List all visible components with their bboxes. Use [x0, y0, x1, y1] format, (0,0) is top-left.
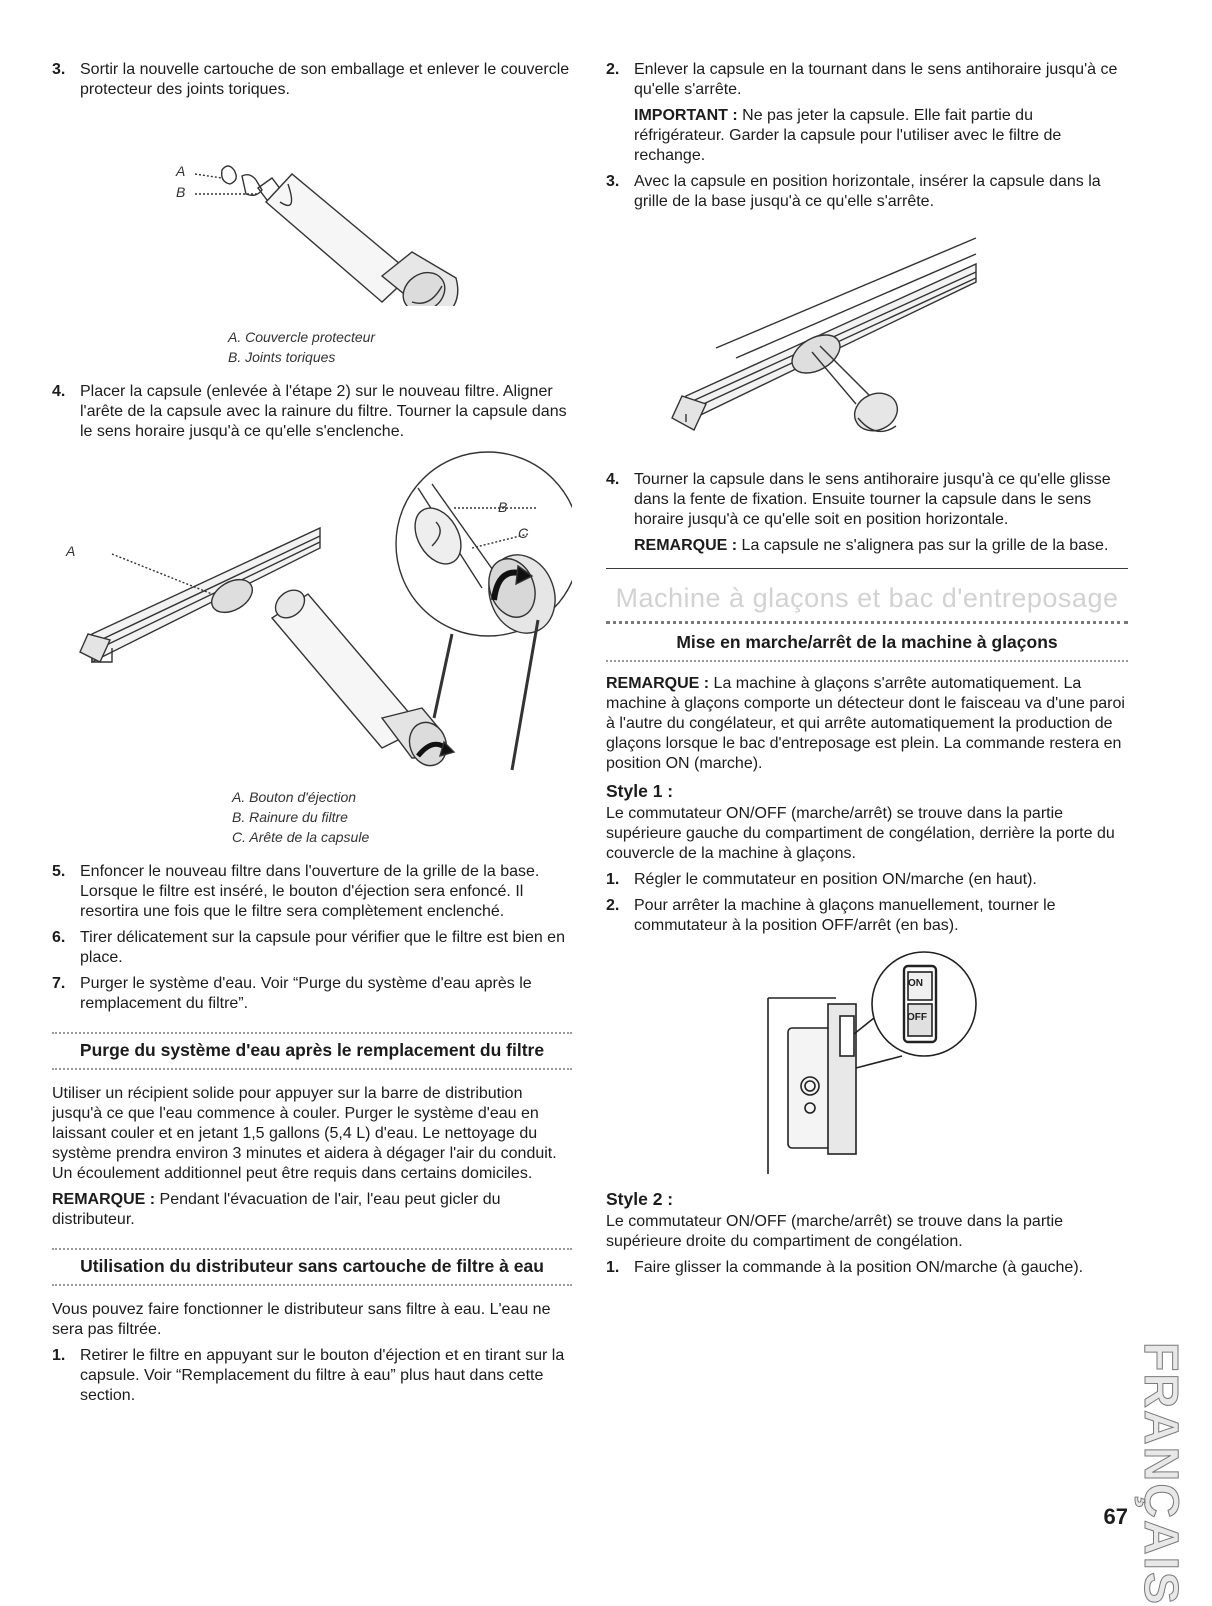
- left-column: [52, 60, 572, 1412]
- cap-insertion-figure: [606, 218, 1128, 470]
- step-4-note-text: La capsule ne s'alignera pas sur la grille de la base.: [737, 537, 1109, 554]
- step-number: 7.: [52, 975, 66, 992]
- style1-steps: [606, 870, 1128, 936]
- language-side-tab: FRANÇAIS: [1134, 1342, 1187, 1606]
- purge-section: [52, 1032, 572, 1230]
- purge-note-label: REMARQUE :: [52, 1191, 156, 1208]
- step-text: Faire glisser la commande à la position ON/marche (à gauche).: [634, 1259, 1084, 1276]
- page-number: 67: [1103, 1504, 1128, 1529]
- step-number: 3.: [52, 61, 66, 78]
- onoff-title: Mise en marche/arrêt de la machine à glaçons: [606, 626, 1128, 662]
- step-2: [606, 60, 1128, 166]
- style2-body: Le commutateur ON/OFF (marche/arrêt) se trouve dans la partie supérieure droite du compartiment de congélation.: [606, 1213, 1064, 1250]
- step-4-number: 4.: [606, 471, 620, 488]
- steps-c: [52, 862, 572, 1014]
- fig1-caption-a: A. Couvercle protecteur: [228, 329, 376, 345]
- nofilter-title: Utilisation du distributeur sans cartouche de filtre à eau: [52, 1248, 572, 1286]
- style2-steps: [606, 1258, 1128, 1278]
- fig2-label-b: B: [498, 499, 508, 515]
- step-number: 2.: [606, 897, 620, 914]
- switch-on-label: ON: [908, 978, 923, 989]
- step-3: [606, 172, 1128, 212]
- step-4-text: Tourner la capsule dans le sens antihoraire jusqu'à ce qu'elle glisse dans la fente de fixation. Ensuite tourner la capsule dans le sens horaire jusqu'à ce qu'elle soit en position horizontale.: [634, 471, 1111, 528]
- switch-off-label: OFF: [907, 1012, 927, 1023]
- cap-insertion-illustration: [606, 218, 1128, 468]
- important-text: Ne pas jeter la capsule. Elle fait partie du réfrigérateur. Garder la capsule pour l'utiliser avec le filtre de rechange.: [634, 107, 1062, 164]
- step-4: [606, 470, 1128, 556]
- steps-a: [52, 60, 572, 100]
- purge-body: Utiliser un récipient solide pour appuyer sur la barre de distribution jusqu'à ce que l'eau commence à couler. Purger le système d'eau en laissant couler et en jetant 1,5 gallons (5,4 L) d'eau. Le nettoyage du système prendra environ 3 minutes et aidera à dégager l'air du conduit. Un écoulement additionnel peut être requis dans certains domiciles.: [52, 1085, 557, 1182]
- onoff-note-text: La machine à glaçons s'arrête automatiquement. La machine à glaçons comporte un détecteur dont le faisceau va d'une paroi à l'autre du congélateur, et qui arrête automatiquement la production de glaçons lorsque le bac d'entreposage est plein. La commande restera en position ON (marche).: [606, 675, 1125, 772]
- style2-title: Style 2 :: [606, 1189, 674, 1209]
- onoff-note: [606, 674, 1128, 774]
- nofilter-step: [52, 1346, 572, 1406]
- filter-cartridge-figure: [52, 106, 572, 365]
- step-3-text: Avec la capsule en position horizontale, insérer la capsule dans la grille de la base jusqu'à ce qu'elle s'arrête.: [634, 173, 1101, 210]
- style1-body: Le commutateur ON/OFF (marche/arrêt) se trouve dans la partie supérieure gauche du compartiment de congélation, derrière la porte du couvercle de la machine à glaçons.: [606, 805, 1115, 862]
- filter-cartridge-illustration: [52, 106, 572, 306]
- right-column: [606, 60, 1128, 1284]
- style1-step: [606, 896, 1128, 936]
- important-label: IMPORTANT :: [634, 107, 738, 124]
- step-text: Tirer délicatement sur la capsule pour vérifier que le filtre est bien en place.: [80, 929, 565, 966]
- step-3-number: 3.: [606, 173, 620, 190]
- step-text: Purger le système d'eau. Voir “Purge du système d'eau après le remplacement du filtre”.: [80, 975, 532, 1012]
- filter-step: [52, 974, 572, 1014]
- fig1-label-a: A: [176, 163, 186, 179]
- step-4-note: [634, 536, 1128, 556]
- style2-step: [606, 1258, 1128, 1278]
- filter-step: [52, 382, 572, 442]
- step-number: 5.: [52, 863, 66, 880]
- icemaker-section-title: Machine à glaçons et bac d'entreposage: [606, 568, 1128, 624]
- step-2-text: Enlever la capsule en la tournant dans le sens antihoraire jusqu'à ce qu'elle s'arrête.: [634, 61, 1118, 98]
- fig2-label-a: A: [66, 543, 76, 559]
- filter-step: [52, 60, 572, 100]
- step-number: 6.: [52, 929, 66, 946]
- nofilter-steps: [52, 1346, 572, 1406]
- nofilter-body: Vous pouvez faire fonctionner le distributeur sans filtre à eau. L'eau ne sera pas filtrée.: [52, 1301, 551, 1338]
- important-note: [634, 106, 1128, 166]
- step-number: 1.: [52, 1347, 66, 1364]
- fig1-caption-b: B. Joints toriques: [228, 349, 336, 365]
- fig2-caption-a: A. Bouton d'éjection: [232, 789, 357, 805]
- nofilter-section: [52, 1248, 572, 1406]
- filter-insertion-figure: [52, 448, 572, 848]
- step-text: Sortir la nouvelle cartouche de son emballage et enlever le couvercle protecteur des joints toriques.: [80, 61, 570, 98]
- fig2-caption-b: B. Rainure du filtre: [232, 809, 348, 825]
- step-text: Enfoncer le nouveau filtre dans l'ouverture de la grille de la base. Lorsque le filtre est inséré, le bouton d'éjection sera enfoncé. Il resortira une fois que le filtre sera complètement enclenché.: [80, 863, 540, 920]
- steps-b: [52, 382, 572, 442]
- filter-insertion-illustration: [52, 448, 572, 788]
- filter-step: [52, 928, 572, 968]
- step-number: 1.: [606, 1259, 620, 1276]
- step-number: 4.: [52, 383, 66, 400]
- style1-step: [606, 870, 1128, 890]
- style1-title: Style 1 :: [606, 781, 674, 801]
- step-text: Retirer le filtre en appuyant sur le bouton d'éjection et en tirant sur la capsule. Voir “Remplacement du filtre à eau” plus haut dans cette section.: [80, 1347, 565, 1404]
- purge-note: [52, 1190, 572, 1230]
- onoff-switch-figure: [606, 942, 1128, 1182]
- step-4-note-label: REMARQUE :: [634, 537, 738, 554]
- step-text: Régler le commutateur en position ON/marche (en haut).: [634, 871, 1037, 888]
- fig2-caption-c: C. Arête de la capsule: [232, 829, 370, 845]
- fig1-label-b: B: [176, 184, 186, 200]
- onoff-note-label: REMARQUE :: [606, 675, 710, 692]
- purge-title: Purge du système d'eau après le remplacement du filtre: [52, 1032, 572, 1070]
- step-number: 1.: [606, 871, 620, 888]
- purge-note-text: Pendant l'évacuation de l'air, l'eau peut gicler du distributeur.: [52, 1191, 501, 1228]
- step-2-number: 2.: [606, 61, 620, 78]
- filter-step: [52, 862, 572, 922]
- fig2-label-c: C: [518, 525, 529, 541]
- onoff-switch-illustration: [606, 942, 1128, 1182]
- step-text: Placer la capsule (enlevée à l'étape 2) sur le nouveau filtre. Aligner l'arête de la capsule avec la rainure du filtre. Tourner la capsule dans le sens horaire jusqu'à ce qu'elle s'enclenche.: [80, 383, 567, 440]
- step-text: Pour arrêter la machine à glaçons manuellement, tourner le commutateur à la position OFF/arrêt (en bas).: [634, 897, 1056, 934]
